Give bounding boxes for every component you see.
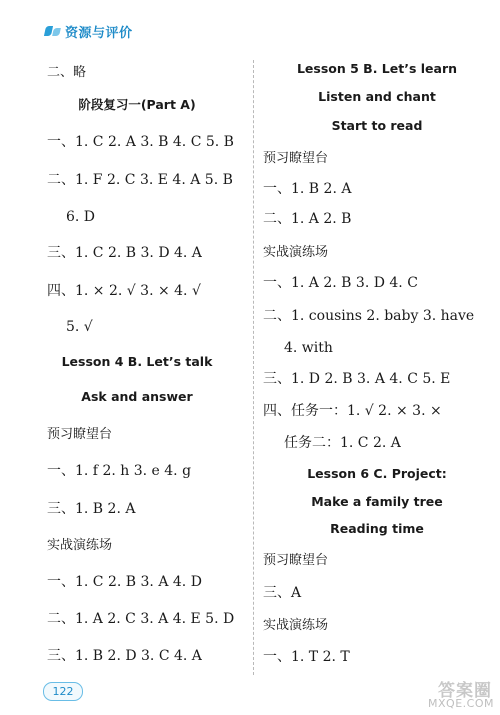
answer-line: 一、1. B 2. A [263,181,352,197]
answer-line: 二、1. F 2. C 3. E 4. A 5. B [47,172,233,188]
section-heading: 阶段复习一(Part A) [78,97,196,112]
answer-line: 二、1. cousins 2. baby 3. have [263,308,475,324]
answer-line: 一、1. f 2. h 3. e 4. g [47,463,192,479]
section-label: 预习瞭望台 [263,151,329,166]
section-label: 实战演练场 [263,618,329,633]
section-label: 实战演练场 [263,245,329,260]
section-label: 二、略 [47,65,87,80]
lesson-subheading: Make a family tree [311,494,443,509]
answer-line: 一、1. T 2. T [263,649,350,665]
header-title: 资源与评价 [65,25,133,41]
answer-line: 任务二：1. C 2. A [284,435,401,451]
section-label: 预习瞭望台 [263,553,329,568]
lesson-subheading: Reading time [330,521,424,536]
watermark-glyphs: 答案圈 [438,681,492,701]
answer-line: 二、1. A 2. B [263,211,352,227]
lesson-subheading: Listen and chant [318,89,436,104]
answer-line: 一、1. C 2. A 3. B 4. C 5. B [47,134,234,150]
answer-line: 三、1. D 2. B 3. A 4. C 5. E [263,371,451,387]
watermark [398,676,496,710]
lesson-subheading: Start to read [331,118,423,133]
answer-line: 三、A [263,585,302,601]
section-label: 预习瞭望台 [47,427,113,442]
answer-line: 三、1. C 2. B 3. D 4. A [47,245,202,261]
answer-line: 一、1. C 2. B 3. A 4. D [47,574,202,590]
answer-line: 三、1. B 2. A [47,501,136,517]
logo-icon [44,25,62,37]
page-header [44,22,133,40]
column-divider [253,60,254,675]
section-label: 实战演练场 [47,538,113,553]
lesson-heading: Lesson 4 B. Let’s talk [61,354,213,369]
lesson-heading: Lesson 6 C. Project: [307,466,447,481]
answer-line: 四、1. × 2. √ 3. × 4. √ [47,283,201,299]
lesson-heading: Lesson 5 B. Let’s learn [296,61,458,76]
answer-line: 4. with [284,340,333,356]
watermark-text: MXQE.COM [428,697,494,710]
page-number [43,682,83,701]
answer-line: 三、1. B 2. D 3. C 4. A [47,648,202,664]
page-number-text: 122 [52,685,74,698]
answer-line: 二、1. A 2. C 3. A 4. E 5. D [47,611,235,627]
answer-line: 6. D [66,209,96,225]
answer-line: 一、1. A 2. B 3. D 4. C [263,275,418,291]
lesson-subheading: Ask and answer [81,389,193,404]
answer-line: 5. √ [66,319,93,335]
answer-line: 四、任务一：1. √ 2. × 3. × [263,403,442,419]
